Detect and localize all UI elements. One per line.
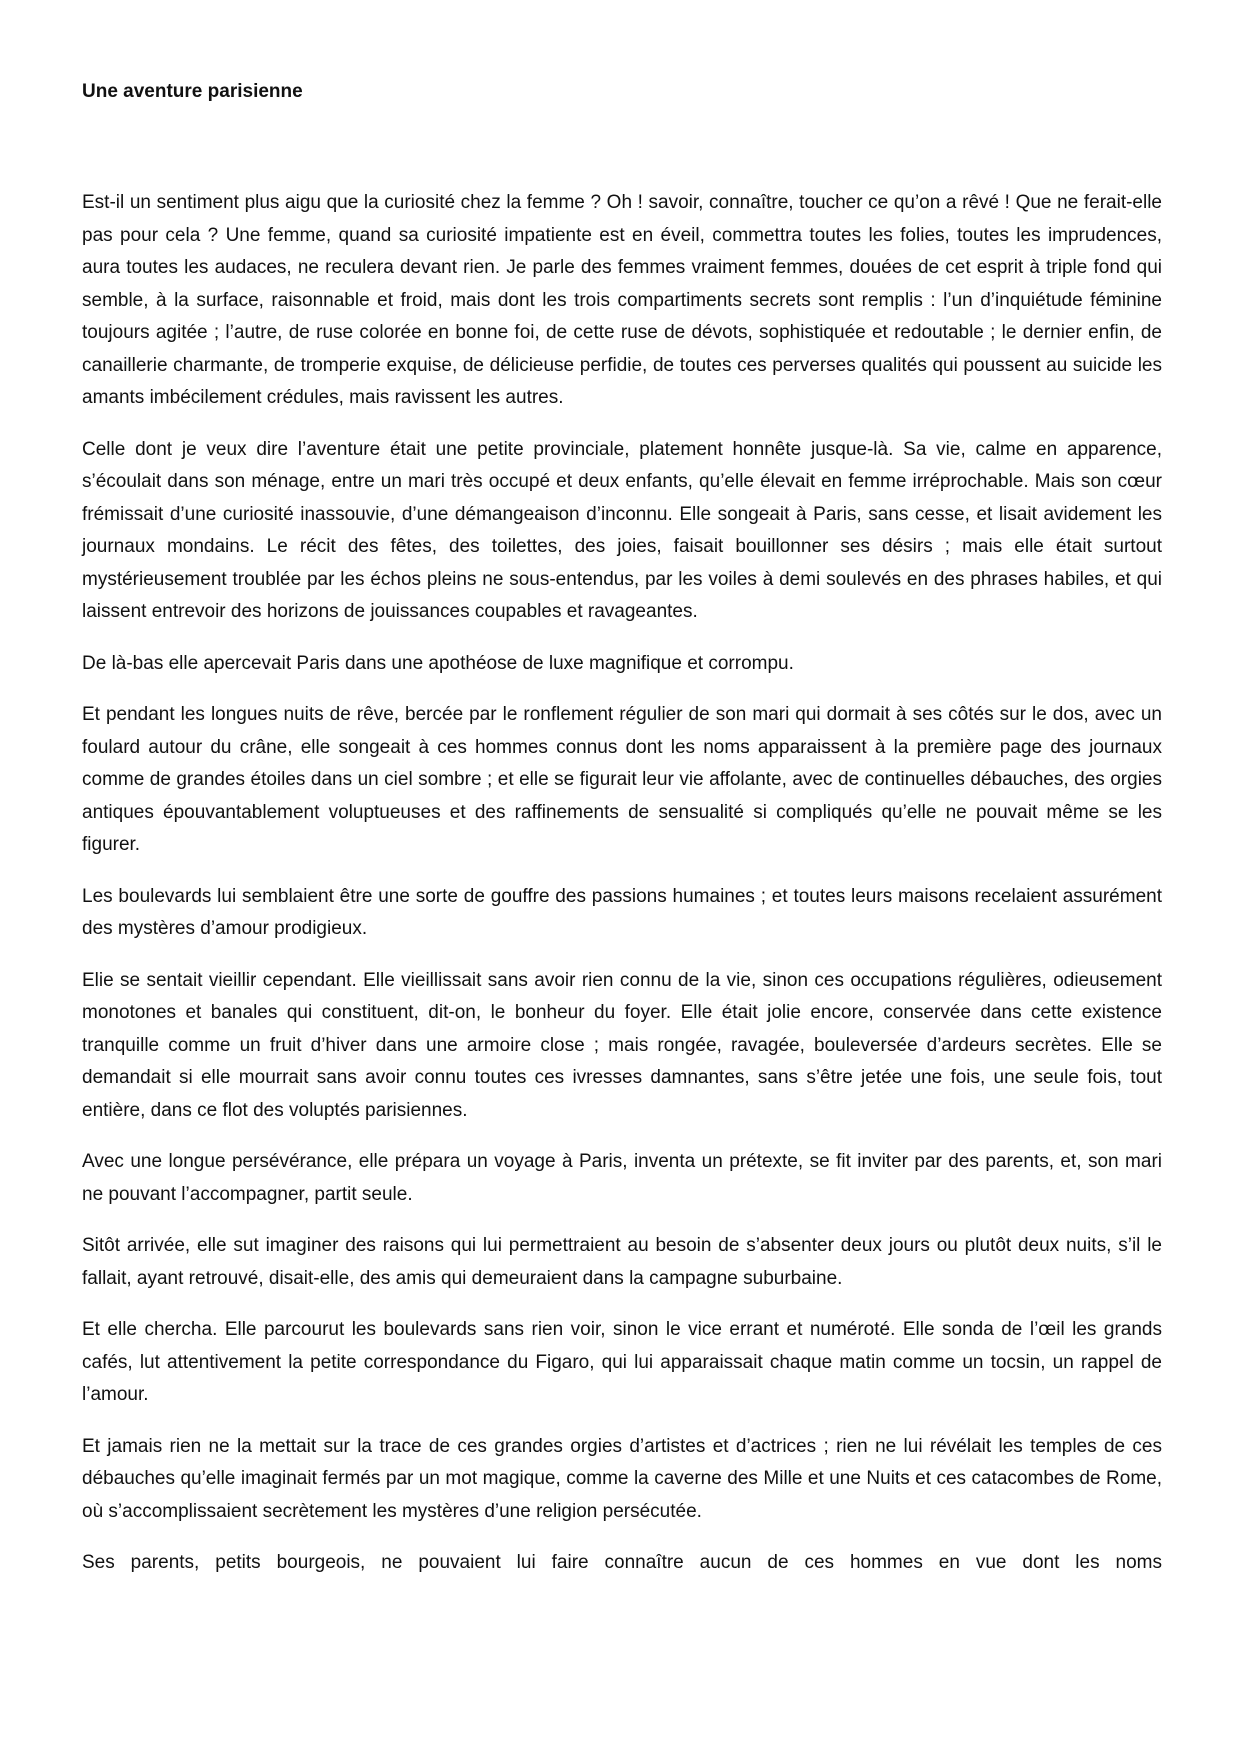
paragraph: Les boulevards lui semblaient être une sorte de gouffre des passions humaines ; et toutes leurs maisons recelaient assurément des mystères d’amour prodigieux. (82, 885, 1162, 939)
paragraph: Est-il un sentiment plus aigu que la curiosité chez la femme ? Oh ! savoir, connaître, toucher ce qu’on a rêvé ! Que ne ferait-elle pas pour cela ? Une femme, quand sa curiosité impatiente est en éveil, commettra toutes les folies, toutes les imprudences, aura toutes les audaces, ne reculera devant rien. Je parle des femmes vraiment femmes, douées de cet esprit à triple fond qui semble, à la surface, raisonnable et froid, mais dont les trois compartiments secrets sont remplis : l’un d’inquiétude féminine toujours agitée ; l’autre, de ruse colorée en bonne foi, de cette ruse de dévots, sophistiquée et redoutable ; le dernier enfin, de canaillerie charmante, de tromperie exquise, de délicieuse perfidie, de toutes ces perverses qualités qui poussent au suicide les amants imbécilement crédules, mais ravissent les autres. (82, 192, 1162, 408)
paragraph: Et jamais rien ne la mettait sur la trace de ces grandes orgies d’artistes et d’actrices ; rien ne lui révélait les temples de ces débauches qu’elle imaginait fermés par un mot magique, comme la caverne des Mille et une Nuits et ces catacombes de Rome, où s’accomplissaient secrètement les mystères d’une religion persécutée. (82, 1435, 1162, 1522)
paragraph: De là-bas elle apercevait Paris dans une apothéose de luxe magnifique et corrompu. (82, 652, 794, 674)
paragraph: Avec une longue persévérance, elle prépara un voyage à Paris, inventa un prétexte, se fit inviter par des parents, et, son mari ne pouvant l’accompagner, partit seule. (82, 1151, 1162, 1205)
paragraph: Ses parents, petits bourgeois, ne pouvaient lui faire connaître aucun de ces hommes en vue dont les noms (82, 1552, 1162, 1573)
paragraph: Elie se sentait vieillir cependant. Elle vieillissait sans avoir rien connu de la vie, sinon ces occupations régulières, odieusement monotones et banales qui constituent, dit-on, le bonheur du foyer. Elle était jolie encore, conservée dans cette existence tranquille comme un fruit d’hiver dans une armoire close ; mais rongée, ravagée, bouleversée d’ardeurs secrètes. Elle se demandait si elle mourrait sans avoir connu toutes ces ivresses damnantes, sans s’être jetée une fois, une seule fois, tout entière, dans ce flot des voluptés parisiennes. (82, 969, 1162, 1121)
document-title: Une aventure parisienne (82, 81, 303, 102)
document-page (82, 80, 1162, 1599)
paragraph: Sitôt arrivée, elle sut imaginer des raisons qui lui permettraient au besoin de s’absenter deux jours ou plutôt deux nuits, s’il le fallait, ayant retrouvé, disait-elle, des amis qui demeuraient dans la campagne suburbaine. (82, 1235, 1162, 1289)
paragraph: Celle dont je veux dire l’aventure était une petite provinciale, platement honnête jusque-là. Sa vie, calme en apparence, s’écoulait dans son ménage, entre un mari très occupé et deux enfants, qu’elle élevait en femme irréprochable. Mais son cœur frémissait d’une curiosité inassouvie, d’une démangeaison d’inconnu. Elle songeait à Paris, sans cesse, et lisait avidement les journaux mondains. Le récit des fêtes, des toilettes, des joies, faisait bouillonner ses désirs ; mais elle était surtout mystérieusement troublée par les échos pleins ne sous-entendus, par les voiles à demi soulevés en des phrases habiles, et qui laissent entrevoir des horizons de jouissances coupables et ravageantes. (82, 438, 1162, 622)
paragraph: Et elle chercha. Elle parcourut les boulevards sans rien voir, sinon le vice errant et numéroté. Elle sonda de l’œil les grands cafés, lut attentivement la petite correspondance du Figaro, qui lui apparaissait chaque matin comme un tocsin, un rappel de l’amour. (82, 1319, 1162, 1405)
paragraph: Et pendant les longues nuits de rêve, bercée par le ronflement régulier de son mari qui dormait à ses côtés sur le dos, avec un foulard autour du crâne, elle songeait à ces hommes connus dont les noms apparaissent à la première page des journaux comme de grandes étoiles dans un ciel sombre ; et elle se figurait leur vie affolante, avec de continuelles débauches, des orgies antiques épouvantablement voluptueuses et des raffinements de sensualité si compliqués qu’elle ne pouvait même se les figurer. (82, 704, 1162, 855)
